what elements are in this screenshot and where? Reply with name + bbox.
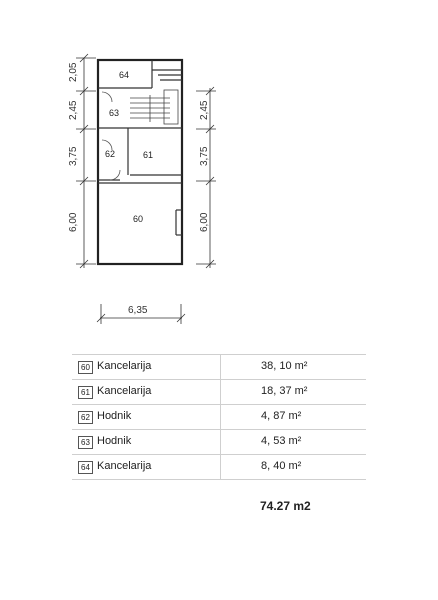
room-number-badge: 63 — [78, 436, 93, 449]
table-row — [72, 455, 366, 480]
room-name: Kancelarija — [97, 385, 152, 397]
door-icon — [102, 92, 120, 180]
table-row — [72, 405, 366, 430]
room-name: Hodnik — [97, 410, 132, 422]
dim-left-1: 2,05 — [68, 62, 79, 82]
dim-left-4: 6,00 — [68, 212, 79, 232]
room-number-badge: 62 — [78, 411, 93, 424]
column-divider — [220, 355, 221, 379]
column-divider — [220, 380, 221, 404]
stairs-icon — [130, 90, 178, 124]
room-area: 38, 10 m² — [261, 360, 308, 372]
area-table — [72, 354, 366, 480]
room-name: Kancelarija — [97, 360, 152, 372]
table-row — [72, 354, 366, 380]
dim-right-3: 6,00 — [199, 212, 210, 232]
dim-right-2: 3,75 — [199, 146, 210, 166]
walls — [98, 60, 182, 264]
left-dimension-line — [76, 54, 96, 268]
room-name: Hodnik — [97, 435, 132, 447]
interior-walls — [98, 60, 182, 235]
dim-left-2: 2,45 — [68, 100, 79, 120]
room-number-badge: 60 — [78, 361, 93, 374]
dim-right-1: 2,45 — [199, 100, 210, 120]
room-label-62: 62 — [105, 149, 116, 159]
room-area: 4, 53 m² — [261, 435, 302, 447]
dim-left-3: 3,75 — [68, 146, 79, 166]
room-area: 8, 40 m² — [261, 460, 302, 472]
room-area: 4, 87 m² — [261, 410, 302, 422]
room-label-64: 64 — [119, 70, 130, 80]
room-name: Kancelarija — [97, 460, 152, 472]
table-row — [72, 380, 366, 405]
room-label-60: 60 — [133, 214, 144, 224]
total-area: 74.27 m2 — [260, 499, 311, 513]
room-label-63: 63 — [109, 108, 120, 118]
dim-bottom: 6,35 — [128, 305, 148, 316]
room-number-badge: 64 — [78, 461, 93, 474]
room-label-61: 61 — [143, 150, 154, 160]
room-number-badge: 61 — [78, 386, 93, 399]
column-divider — [220, 455, 221, 479]
column-divider — [220, 405, 221, 429]
column-divider — [220, 430, 221, 454]
table-row — [72, 430, 366, 455]
room-area: 18, 37 m² — [261, 385, 308, 397]
